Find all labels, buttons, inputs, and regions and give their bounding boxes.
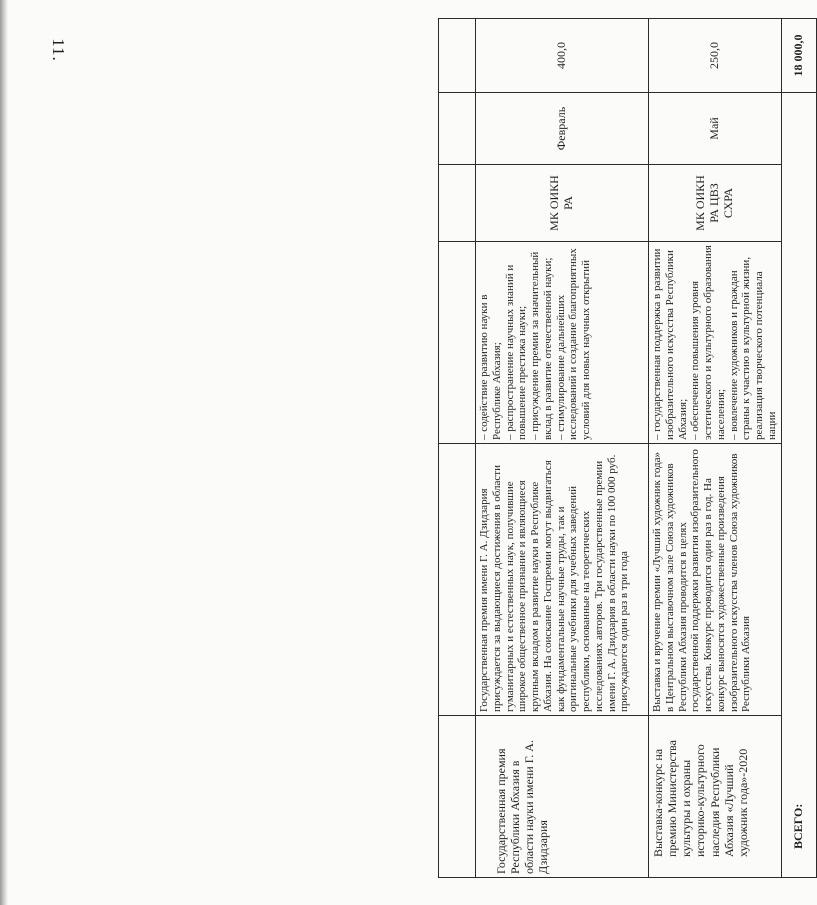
events-table bbox=[438, 18, 817, 878]
cell-empty bbox=[439, 716, 476, 878]
event-name-cell: Государственная премия Республики Абхазия в области науки имени Г. А. Дзидзария bbox=[476, 716, 649, 878]
amount-cell: 400,0 bbox=[476, 19, 649, 93]
cell-empty bbox=[439, 444, 476, 716]
cell-empty bbox=[439, 19, 476, 93]
table-row bbox=[649, 19, 782, 878]
term-cell: Май bbox=[649, 93, 782, 165]
amount-cell: 250,0 bbox=[649, 19, 782, 93]
rotated-page-content bbox=[438, 18, 805, 878]
event-goals-cell: – государственная поддержка в развитии изобразительного искусства Республики Абхазия; – обеспечение повышения уровня эстетического и культурного образования населения; – вовлечение художников и граждан страны к участию в культурной жизни, реализация творческого потенциала нации bbox=[649, 242, 782, 444]
cell-empty bbox=[439, 93, 476, 165]
organizer-cell: МК ОИКН РА bbox=[476, 165, 649, 242]
term-cell: Февраль bbox=[476, 93, 649, 165]
event-name-cell: Выставка-конкурс на премию Министерства культуры и охраны историко-культурного наследия Республики Абхазия «Лучший художник года»-2020 bbox=[649, 716, 782, 878]
organizer-cell: МК ОИКН РА ЦВЗ СХРА bbox=[649, 165, 782, 242]
scan-edge-shadow bbox=[0, 0, 8, 905]
table-row bbox=[476, 19, 649, 878]
event-description-cell: Государственная премия имени Г. А. Дзидзария присуждается за выдающиеся достижения в области гуманитарных и естественных наук, получившие широкое общественное признание и являющиеся крупным вкладом в развитие науки в Республике Абхазия. На соискание Госпремии могут выдвигаться как фундаментальные научные труды, так и оригинальные учебники для учебных заведений республики, основанные на теоретических исследованиях авторов. Три государственные премии имени Г. А. Дзидзария в области науки по 100 000 руб. присуждаются один раз в три года bbox=[476, 444, 649, 716]
table-row-total bbox=[781, 19, 816, 878]
page-number: 11. bbox=[48, 38, 68, 62]
event-description-cell: Выставка и вручение премии «Лучший художник года» в Центральном выставочном зале Союза художников Республики Абхазия проводится в целях государственной поддержки развития изобразительного искусства. Конкурс проводится один раз в год. На конкурс выносятся художественные произведения изобразительного искусства членов Союза художников Республики Абхазия bbox=[649, 444, 782, 716]
cell-empty bbox=[439, 165, 476, 242]
total-label: ВСЕГО: bbox=[781, 93, 816, 878]
total-amount: 18 000,0 bbox=[781, 19, 816, 93]
table-row-previous-continuation bbox=[439, 19, 476, 878]
event-goals-cell: – содействие развитию науки в Республике Абхазия; – распространение научных знаний и повышение престижа науки; – присуждение премии за значительный вклад в развитие отечественной науки; – стимулирование дальнейших исследований и создание благоприятных условий для новых научных открытий bbox=[476, 242, 649, 444]
cell-empty bbox=[439, 242, 476, 444]
